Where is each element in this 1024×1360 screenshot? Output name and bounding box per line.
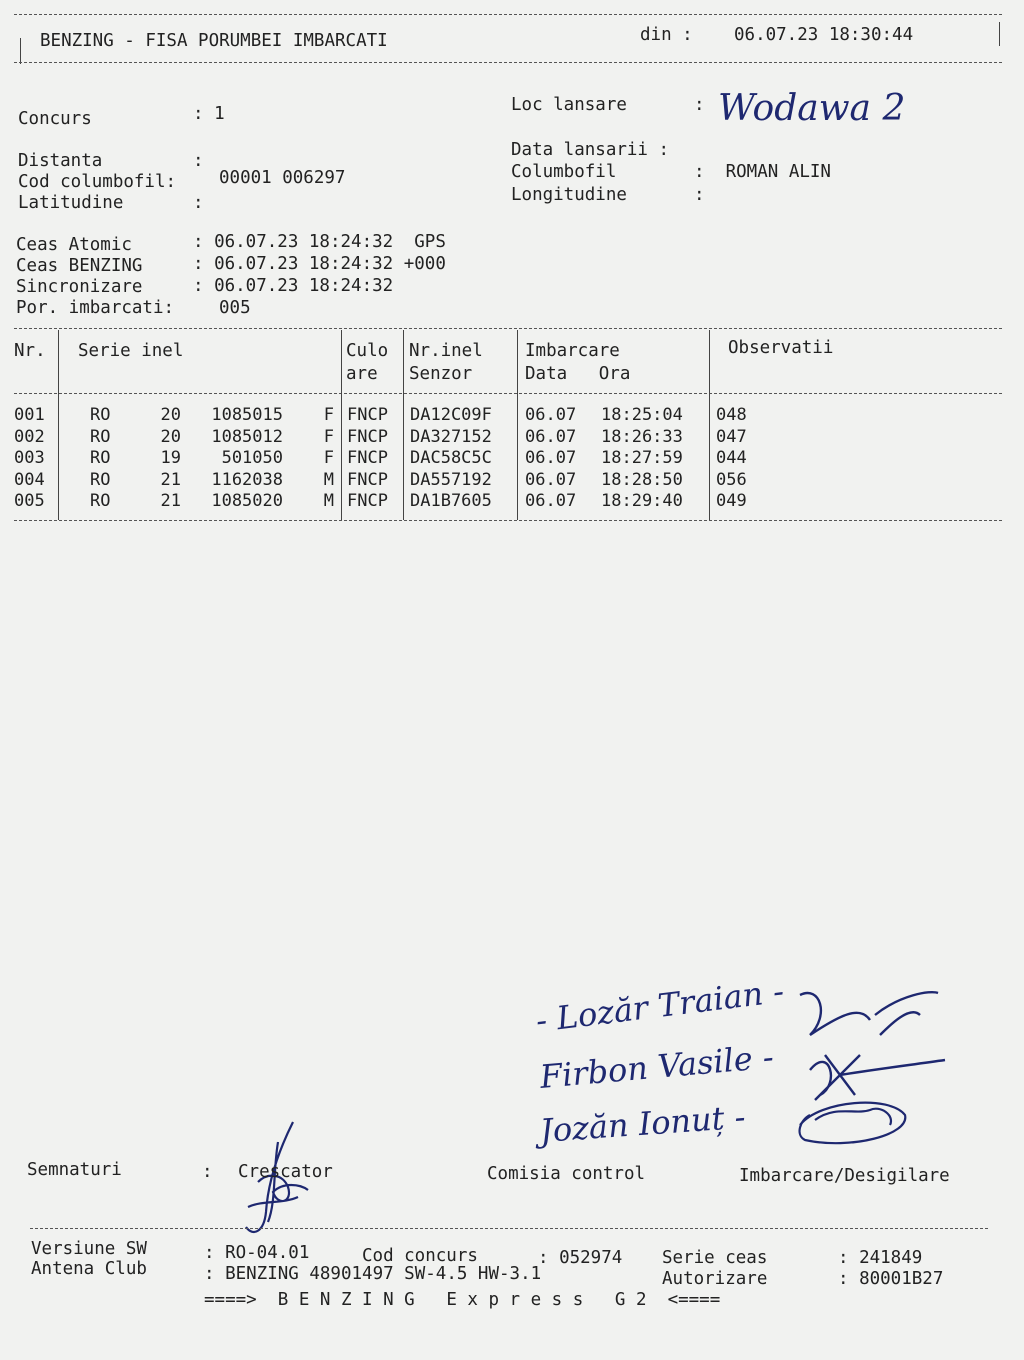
table-top-rule bbox=[14, 328, 1002, 329]
col-divider bbox=[341, 330, 342, 520]
cell-sex: F bbox=[323, 405, 334, 425]
antena-club-label: Antena Club bbox=[31, 1259, 147, 1279]
din-label: din : bbox=[640, 25, 693, 45]
loc-lansare-handwritten: Wodawa 2 bbox=[718, 88, 906, 129]
commission-member-1: - Lozăr Traian - bbox=[533, 971, 786, 1040]
cell-sex: M bbox=[323, 469, 334, 490]
serie-ceas-label: Serie ceas bbox=[662, 1248, 768, 1268]
header-imbarcare: Imbarcare bbox=[525, 341, 620, 361]
cell-nr: 002 bbox=[14, 426, 45, 447]
longitudine-value: : bbox=[694, 185, 705, 205]
cod-columbofil-value: 00001 006297 bbox=[219, 168, 346, 188]
footer-rule bbox=[30, 1228, 988, 1229]
cell-ora: 18:25:04 bbox=[601, 405, 683, 425]
ceas-benzing-label: Ceas BENZING bbox=[16, 256, 143, 276]
cell-culoare: FNCP bbox=[347, 469, 388, 490]
cell-observatii: 048 bbox=[716, 405, 747, 425]
cell-observatii: 044 bbox=[716, 448, 747, 469]
ceas-benzing-value: : 06.07.23 18:24:32 +000 bbox=[193, 254, 446, 274]
concurs-value: : 1 bbox=[193, 104, 225, 124]
crescator-label: Crescator bbox=[238, 1162, 333, 1182]
cell-data: 06.07 bbox=[525, 469, 577, 490]
cell-nr: 004 bbox=[14, 469, 45, 490]
cell-senzor: DA557192 bbox=[410, 469, 492, 490]
cell-culoare: FNCP bbox=[347, 405, 388, 425]
cell-data: 06.07 bbox=[525, 491, 577, 512]
serie-ceas-value: : 241849 bbox=[838, 1248, 923, 1268]
cell-culoare: FNCP bbox=[347, 426, 388, 447]
versiune-sw-label: Versiune SW bbox=[31, 1239, 147, 1259]
cell-ring: 501050 bbox=[221, 448, 283, 469]
cell-country: RO bbox=[90, 469, 111, 490]
por-imbarcati-value: 005 bbox=[219, 298, 251, 318]
cell-ora: 18:29:40 bbox=[601, 491, 683, 512]
col-divider bbox=[403, 330, 404, 520]
cell-country: RO bbox=[90, 491, 111, 512]
cell-culoare: FNCP bbox=[347, 448, 388, 469]
cell-ring: 1085020 bbox=[211, 491, 283, 512]
commission-member-3: Jozăn Ionuț - bbox=[538, 1097, 747, 1150]
columbofil-value: : ROMAN ALIN bbox=[694, 162, 831, 182]
por-imbarcati-label: Por. imbarcati: bbox=[16, 298, 175, 318]
latitudine-label: Latitudine bbox=[18, 193, 124, 213]
sincronizare-label: Sincronizare bbox=[16, 277, 143, 297]
cell-ring: 1085012 bbox=[211, 426, 283, 447]
header-bottom-rule bbox=[14, 62, 1002, 63]
table-bottom-rule bbox=[14, 520, 1002, 521]
header-left-bar bbox=[20, 38, 21, 64]
cell-year: 21 bbox=[160, 469, 181, 490]
data-lansarii-label: Data lansarii : bbox=[511, 140, 670, 160]
sincronizare-value: : 06.07.23 18:24:32 bbox=[193, 276, 394, 296]
table-header-rule bbox=[14, 393, 1002, 394]
cell-year: 20 bbox=[160, 426, 181, 447]
cell-sex: F bbox=[323, 448, 334, 469]
cell-culoare: FNCP bbox=[347, 491, 388, 512]
col-divider bbox=[517, 330, 518, 520]
cell-ora: 18:27:59 bbox=[601, 448, 683, 469]
antena-club-value: : BENZING 48901497 SW-4.5 HW-3.1 bbox=[204, 1264, 542, 1284]
distanta-label: Distanta bbox=[18, 151, 103, 171]
autorizare-label: Autorizare bbox=[662, 1269, 768, 1289]
cod-concurs-label: Cod concurs bbox=[362, 1246, 478, 1266]
cell-data: 06.07 bbox=[525, 448, 577, 469]
commission-member-2: Firbon Vasile - bbox=[538, 1037, 776, 1096]
header-culoare-1: Culo bbox=[346, 341, 389, 361]
cell-nr: 005 bbox=[14, 491, 45, 512]
cell-observatii: 047 bbox=[716, 426, 747, 447]
ceas-atomic-value: : 06.07.23 18:24:32 GPS bbox=[193, 232, 446, 252]
versiune-sw-value: : RO-04.01 bbox=[204, 1243, 310, 1263]
cell-country: RO bbox=[90, 405, 111, 425]
semnaturi-label: Semnaturi bbox=[27, 1160, 122, 1180]
header-serie-inel: Serie inel bbox=[78, 341, 184, 361]
header-nr: Nr. bbox=[14, 341, 46, 361]
cell-country: RO bbox=[90, 426, 111, 447]
scribble-signature-icon bbox=[780, 975, 950, 1165]
cell-nr: 001 bbox=[14, 405, 45, 425]
cell-ring: 1085015 bbox=[211, 405, 283, 425]
benzing-express-banner: ====> B E N Z I N G E x p r e s s G 2 <==== bbox=[204, 1290, 721, 1310]
cell-year: 20 bbox=[160, 405, 181, 425]
imbarcare-desigilare-label: Imbarcare/Desigilare bbox=[739, 1166, 950, 1186]
longitudine-label: Longitudine bbox=[511, 185, 627, 205]
columbofil-label: Columbofil bbox=[511, 162, 617, 182]
cell-ora: 18:28:50 bbox=[601, 469, 683, 490]
comisia-control-label: Comisia control bbox=[487, 1164, 646, 1184]
cell-observatii: 056 bbox=[716, 469, 747, 490]
col-divider bbox=[709, 330, 710, 520]
cell-ora: 18:26:33 bbox=[601, 426, 683, 447]
autorizare-value: : 80001B27 bbox=[838, 1269, 944, 1289]
cell-sex: M bbox=[323, 491, 334, 512]
cell-data: 06.07 bbox=[525, 426, 577, 447]
cell-senzor: DA327152 bbox=[410, 426, 492, 447]
header-senzor: Senzor bbox=[409, 364, 473, 384]
cell-senzor: DA12C09F bbox=[410, 405, 492, 425]
header-nr-inel: Nr.inel bbox=[409, 341, 483, 361]
concurs-label: Concurs bbox=[18, 109, 92, 129]
cell-nr: 003 bbox=[14, 448, 45, 469]
header-data-ora: Data Ora bbox=[525, 364, 631, 384]
cell-year: 21 bbox=[160, 491, 181, 512]
distanta-value: : bbox=[193, 151, 204, 171]
header-top-rule bbox=[14, 14, 1002, 15]
cod-concurs-value: : 052974 bbox=[538, 1248, 623, 1268]
header-right-bar bbox=[999, 22, 1000, 46]
header-culoare-2: are bbox=[346, 364, 378, 384]
col-divider bbox=[58, 330, 59, 520]
semnaturi-colon: : bbox=[202, 1162, 213, 1182]
cell-ring: 1162038 bbox=[211, 469, 283, 490]
cell-senzor: DA1B7605 bbox=[410, 491, 492, 512]
document-title: BENZING - FISA PORUMBEI IMBARCATI bbox=[40, 31, 388, 51]
cell-sex: F bbox=[323, 426, 334, 447]
cell-year: 19 bbox=[160, 448, 181, 469]
loc-lansare-colon: : bbox=[694, 95, 705, 115]
loc-lansare-label: Loc lansare bbox=[511, 95, 627, 115]
latitudine-value: : bbox=[193, 193, 204, 213]
cell-country: RO bbox=[90, 448, 111, 469]
cell-observatii: 049 bbox=[716, 491, 747, 512]
cell-senzor: DAC58C5C bbox=[410, 448, 492, 469]
cod-columbofil-label: Cod columbofil: bbox=[18, 172, 177, 192]
header-observatii: Observatii bbox=[728, 338, 834, 358]
ceas-atomic-label: Ceas Atomic bbox=[16, 235, 132, 255]
cell-data: 06.07 bbox=[525, 405, 577, 425]
din-value: 06.07.23 18:30:44 bbox=[734, 25, 914, 45]
